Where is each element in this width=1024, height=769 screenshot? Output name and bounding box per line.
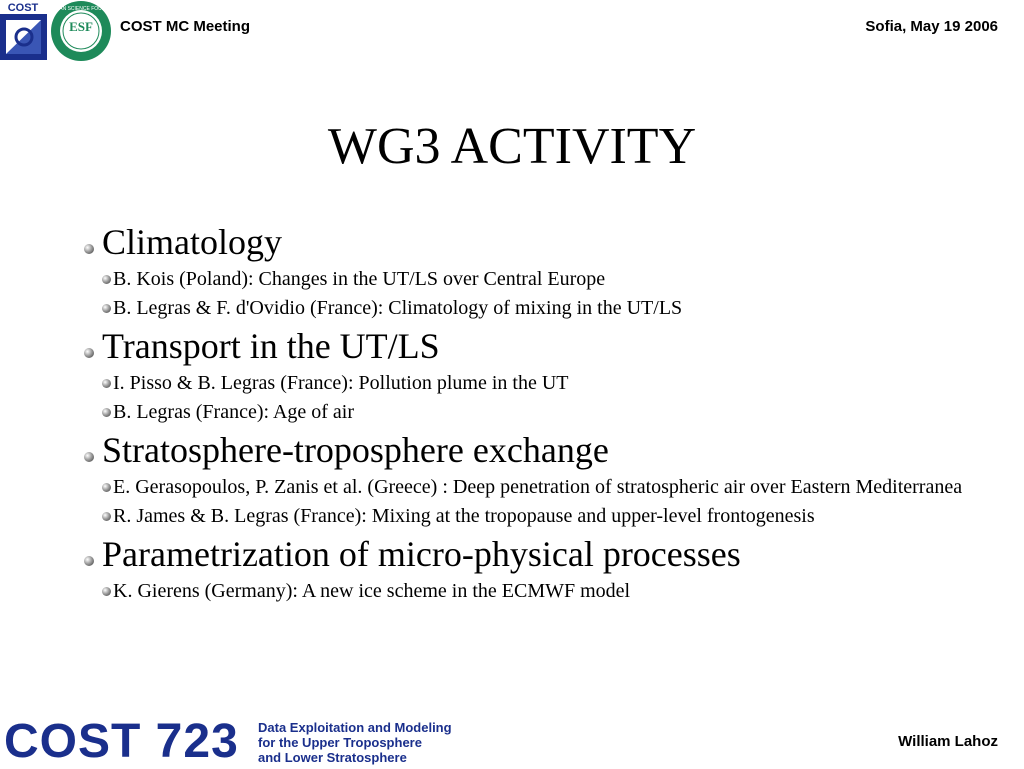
topic-label: Stratosphere-troposphere exchange [102,430,609,470]
esf-logo [38,0,124,62]
project-description-line: and Lower Stratosphere [258,750,407,765]
list-item-text: B. Legras & F. d'Ovidio (France): Climatology of mixing in the UT/LS [113,297,683,319]
project-description-line: Data Exploitation and Modeling [258,720,452,735]
list-item [102,399,980,425]
header-date: Sofia, May 19 2006 [865,18,998,35]
list-item [102,474,980,500]
project-description-line: for the Upper Troposphere [258,735,422,750]
bullet-icon [102,483,111,492]
list-item [102,503,980,529]
header-meeting-title: COST MC Meeting [120,18,250,35]
esf-logo-letters: ESF [69,19,93,34]
bullet-icon [84,348,94,358]
bullet-icon [84,244,94,254]
topic [80,220,980,264]
list-item-text: K. Gierens (Germany): A new ice scheme in the ECMWF model [113,580,631,602]
list-item-text: R. James & B. Legras (France): Mixing at the tropopause and upper-level frontogenesis [113,505,815,527]
cost-logo-small-text: COST [7,2,39,14]
list-item-text: E. Gerasopoulos, P. Zanis et al. (Greece) : Deep penetration of stratospheric air over Eastern Mediterranea [113,476,963,498]
list-item [102,370,980,396]
list-item-text: B. Legras (France): Age of air [113,401,355,423]
topic [80,428,980,472]
cost-723-logo-text: COST 723 [4,715,239,768]
bullet-icon [102,408,111,417]
list-item-text: B. Kois (Poland): Changes in the UT/LS over Central Europe [113,268,606,290]
topic-label: Parametrization of micro-physical processes [102,534,741,574]
topic-label: Climatology [102,222,282,262]
bullet-icon [102,304,111,313]
bullet-icon [102,587,111,596]
topic-label: Transport in the UT/LS [102,326,440,366]
list-item [102,578,980,604]
bullet-icon [102,275,111,284]
bullet-icon [84,452,94,462]
project-description [258,720,452,765]
topic [80,324,980,368]
cost-723-logo [0,716,460,766]
author-name: William Lahoz [898,733,998,750]
topic-list [80,218,980,607]
list-item [102,266,980,292]
bullet-icon [102,512,111,521]
list-item [102,295,980,321]
slide-title: WG3 ACTIVITY [327,117,697,175]
list-item-text: I. Pisso & B. Legras (France): Pollution plume in the UT [113,372,569,394]
bullet-icon [84,556,94,566]
topic [80,532,980,576]
esf-logo-ring-text: EUROPEAN SCIENCE FOUNDATION [38,6,124,12]
bullet-icon [102,379,111,388]
